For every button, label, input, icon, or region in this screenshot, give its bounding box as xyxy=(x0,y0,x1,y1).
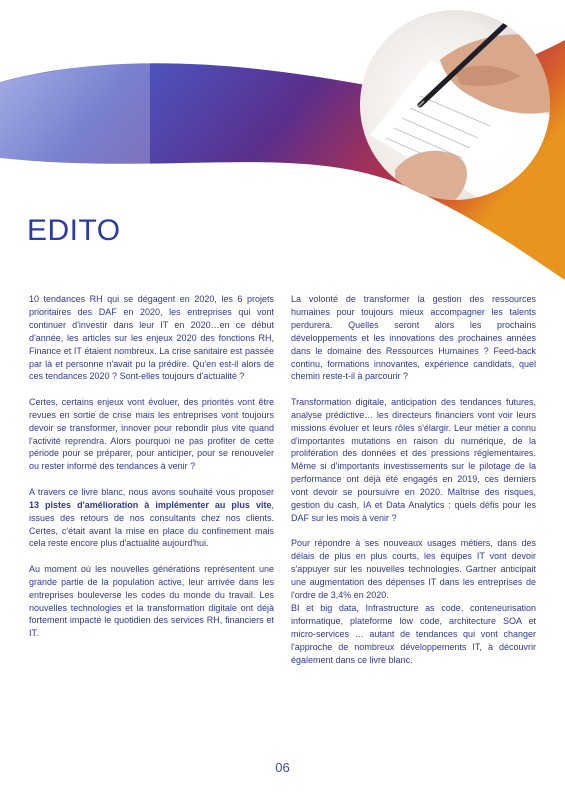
paragraph: 10 tendances RH qui se dégagent en 2020, les 6 projets prioritaires des DAF en 2020, les entreprises qui vont continuer d'investir dans leur IT en 2020…en ce début d'année, les articles sur les enjeux 2020 des fonctions RH, Finance et IT étaient nombreux. La crise sanitaire est passée par là et personne n'avait pu la prédire. Qu'en est-il alors de ces tendances 2020 ? Sont-elles toujours d'actualité ? xyxy=(29,294,274,382)
page-title: EDITO xyxy=(27,214,121,247)
paragraph: Certes, certains enjeux vont évoluer, des priorités vont être revues en sortie de crise mais les entreprises vont toujours devoir se transformer, innover pour rebondir plus vite quand l'activité reprendra. Alors pourquoi ne pas profiter de cette période pour se préparer, pour anticiper, pour se renouveler ou rester informé des tendances à venir ? xyxy=(29,396,274,472)
text-span: A travers ce livre blanc, nous avons souhaité vous proposer xyxy=(29,486,274,497)
wave-fade xyxy=(0,62,150,170)
page-number: 06 xyxy=(275,760,290,775)
right-column xyxy=(291,293,536,679)
paragraph-highlight xyxy=(29,486,274,551)
text-span: , issues des retours de nos consultants chez nos clients. Certes, c'était avant la mise en place du confinement mais cela reste encore plus d'actualité aujourd'hui. xyxy=(29,499,274,549)
header-graphic xyxy=(0,0,565,300)
paragraph: BI et big data, Infrastructure as code, conteneurisation informatique, plateforme low code, architecture SOA et micro-services … autant de tendances qui vont changer l'approche de nombreux développements IT, à découvrir également dans ce livre blanc. xyxy=(291,602,536,665)
paragraph: Transformation digitale, anticipation des tendances futures, analyse prédictive… les directeurs financiers vont voir leurs missions évoluer et leurs rôles s'élargir. Leur métier a connu d'importantes mutations en raison du numérique, de la prolifération des données et des pressions réglementaires. Même si d'importants investissements sur le pilotage de la performance ont déjà été engagés en 2019, ces derniers vont devoir se poursuivre en 2020. Maîtrise des risques, gestion du cash, IA et Data Analytics : quels défis pour les DAF sur les mois à venir ? xyxy=(291,396,536,523)
paragraph: Pour répondre à ses nouveaux usages métiers, dans des délais de plus en plus courts, les équipes IT vont devoir s'appuyer sur les nouvelles technologies. Gartner anticipait une augmentation des dépenses IT dans les entreprises de l'ordre de 3,4% en 2020. xyxy=(291,538,536,601)
header-banner xyxy=(0,0,565,300)
paragraph: La volonté de transformer la gestion des ressources humaines pour toujours mieux accompagner les talents perdurera. Quelles seront alors les prochains développements et les innovations des prochaines années dans le domaine des Ressources Humaines ? Feed-back continu, formations innovantes, expérience candidats, quel chemin reste-t-il à parcourir ? xyxy=(291,294,536,382)
left-column xyxy=(29,293,274,653)
highlight-text: 13 pistes d'amélioration à implémenter au plus vite xyxy=(29,499,272,510)
paragraph: Au moment où les nouvelles générations représentent une grande partie de la population active, leur arrivée dans les entreprises bouleverse les codes du monde du travail. Les nouvelles technologies et la transformation digitale ont déjà fortement impacté le quotidien des services RH, financiers et IT. xyxy=(29,563,274,639)
